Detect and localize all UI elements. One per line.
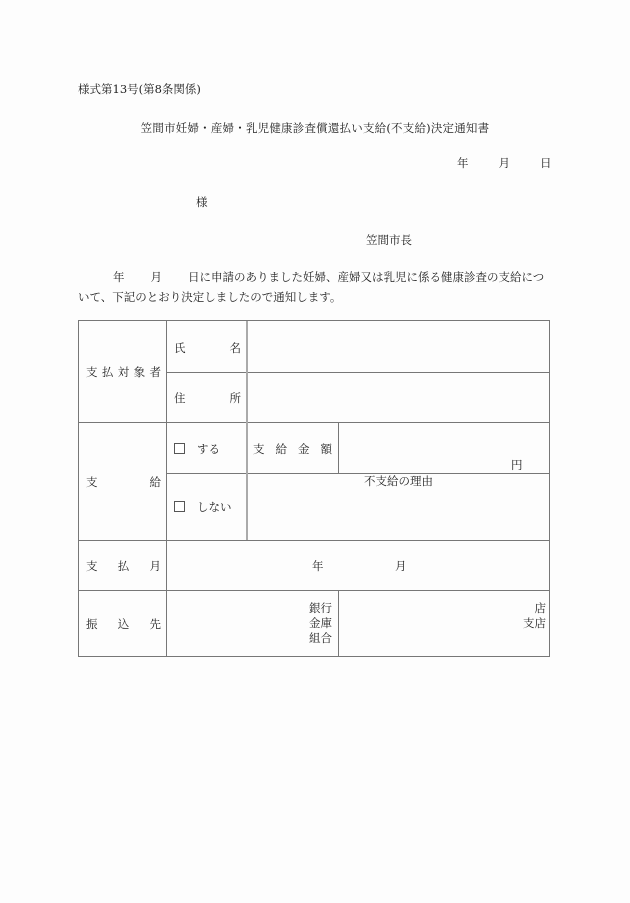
payment-month-month[interactable]: 月 xyxy=(395,559,407,573)
body-line-2: いて、下記のとおり決定しましたので通知します。 xyxy=(78,290,342,304)
option-pay[interactable] xyxy=(174,441,220,457)
divider xyxy=(246,321,248,540)
branch-branch: 支店 xyxy=(523,616,546,630)
body-year-label: 年 xyxy=(113,270,125,284)
transfer-label: 振 込 先 xyxy=(86,617,161,631)
notice-body xyxy=(78,267,550,307)
payment-month-year[interactable]: 年 xyxy=(312,559,324,573)
reason-label: 不支給の理由 xyxy=(364,474,433,488)
divider xyxy=(338,422,339,473)
issuer-name: 笠間市長 xyxy=(366,233,412,247)
address-field[interactable] xyxy=(251,376,546,420)
divider xyxy=(79,590,550,591)
body-month-label: 月 xyxy=(150,270,162,284)
payment-month-label: 支 払 月 xyxy=(86,559,161,573)
divider xyxy=(79,540,550,541)
name-label: 氏 名 xyxy=(174,341,241,355)
option-no-pay[interactable] xyxy=(174,499,232,515)
name-field[interactable] xyxy=(251,325,546,369)
divider xyxy=(79,422,550,423)
date-day-label: 日 xyxy=(540,156,552,170)
institution-bank: 銀行 xyxy=(309,601,332,615)
checkbox-no-pay[interactable] xyxy=(174,501,185,512)
document-title: 笠間市妊婦・産婦・乳児健康診査償還払い支給(不支給)決定通知書 xyxy=(140,121,490,135)
amount-field[interactable] xyxy=(344,426,514,468)
reason-field[interactable] xyxy=(251,491,546,536)
branch-type-list xyxy=(511,601,546,631)
date-month-label: 月 xyxy=(498,156,510,170)
amount-label: 支 給 金 額 xyxy=(253,442,332,456)
divider xyxy=(167,473,550,474)
body-line-1: 日に申請のありました妊婦、産婦又は乳児に係る健康診査の支給につ xyxy=(188,270,545,284)
option-no-pay-label: しない xyxy=(197,500,232,514)
option-pay-label: する xyxy=(197,442,220,456)
divider xyxy=(338,590,339,657)
divider xyxy=(166,321,167,657)
checkbox-pay[interactable] xyxy=(174,443,185,454)
yen-unit: 円 xyxy=(511,458,523,472)
divider xyxy=(167,372,550,373)
address-label: 住 所 xyxy=(174,391,241,405)
date-year-label: 年 xyxy=(457,156,469,170)
decision-table xyxy=(78,320,550,657)
institution-type-list xyxy=(309,601,332,646)
payee-label: 支 払 対 象 者 xyxy=(86,365,161,379)
institution-shinkin: 金庫 xyxy=(309,616,332,630)
payment-label: 支 給 xyxy=(86,475,161,489)
issue-date xyxy=(457,155,552,171)
branch-store: 店 xyxy=(534,601,546,615)
institution-union: 組合 xyxy=(309,631,332,645)
form-number: 様式第13号(第8条関係) xyxy=(78,82,201,96)
recipient-suffix: 様 xyxy=(196,195,208,209)
